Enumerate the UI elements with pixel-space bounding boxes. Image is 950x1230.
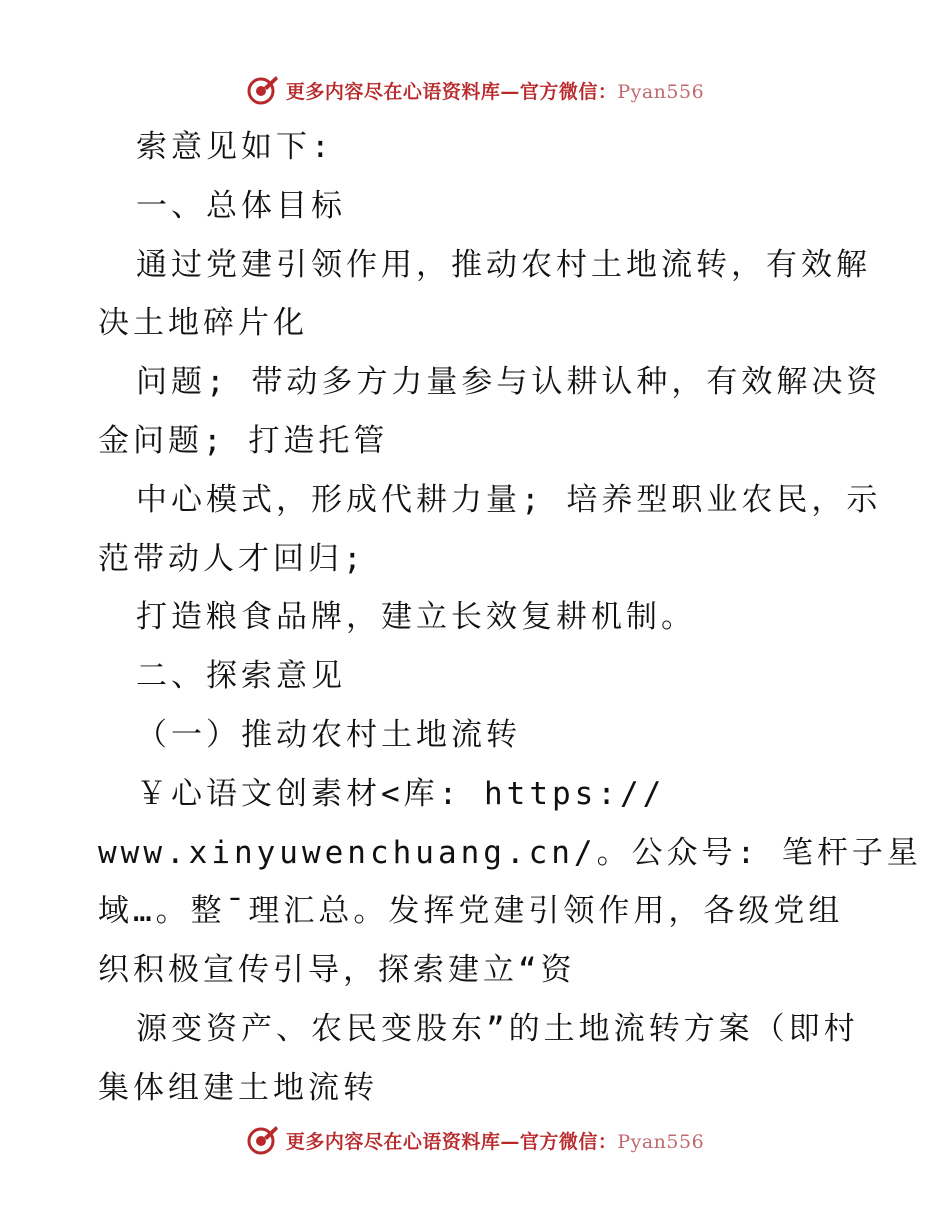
header-banner (0, 70, 950, 110)
text-line: 索意见如下: (136, 129, 334, 165)
text-line: 决土地碎片化 (98, 305, 308, 342)
section-heading: 一、总体目标 (136, 187, 346, 224)
section-heading: 二、探索意见 (136, 658, 346, 695)
header-banner-text (286, 77, 704, 104)
subsection-heading: （一）推动农村土地流转 (136, 716, 521, 753)
text-line: 源变资产、农民变股东”的土地流转方案（即村 (136, 1010, 859, 1047)
header-wechat-id: Pyan556 (617, 80, 705, 103)
text-line: 范带动人才回归; (98, 540, 366, 577)
footer-banner-label: 更多内容尽在心语资料库—官方微信： (285, 1130, 618, 1153)
pen-nib-logo-icon (246, 73, 280, 107)
text-line: 问题; 带动多方力量参与认耕认种，有效解决资 (136, 364, 882, 401)
text-line: ￥心语文创素材<库: https:// (136, 775, 666, 812)
text-line: 集体组建土地流转 (98, 1069, 378, 1106)
footer-banner-text (286, 1127, 704, 1154)
document-body (98, 118, 922, 1118)
text-line: www.xinyuwenchuang.cn/。公众号: 笔杆子星 (98, 834, 922, 871)
header-banner-label: 更多内容尽在心语资料库—官方微信： (285, 80, 618, 103)
pen-nib-logo-icon (246, 1123, 280, 1157)
footer-wechat-id: Pyan556 (617, 1130, 705, 1153)
text-line: 域…。整¯理汇总。发挥党建引领作用，各级党组 (98, 893, 844, 930)
text-line: 中心模式，形成代耕力量; 培养型职业农民，示 (136, 481, 882, 518)
text-line: 打造粮食品牌，建立长效复耕机制。 (136, 599, 696, 636)
text-line: 通过党建引领作用，推动农村土地流转，有效解 (136, 246, 871, 283)
footer-banner (0, 1120, 950, 1160)
text-line: 金问题; 打造托管 (98, 422, 389, 459)
text-line: 织积极宣传引导，探索建立“资 (98, 952, 576, 989)
